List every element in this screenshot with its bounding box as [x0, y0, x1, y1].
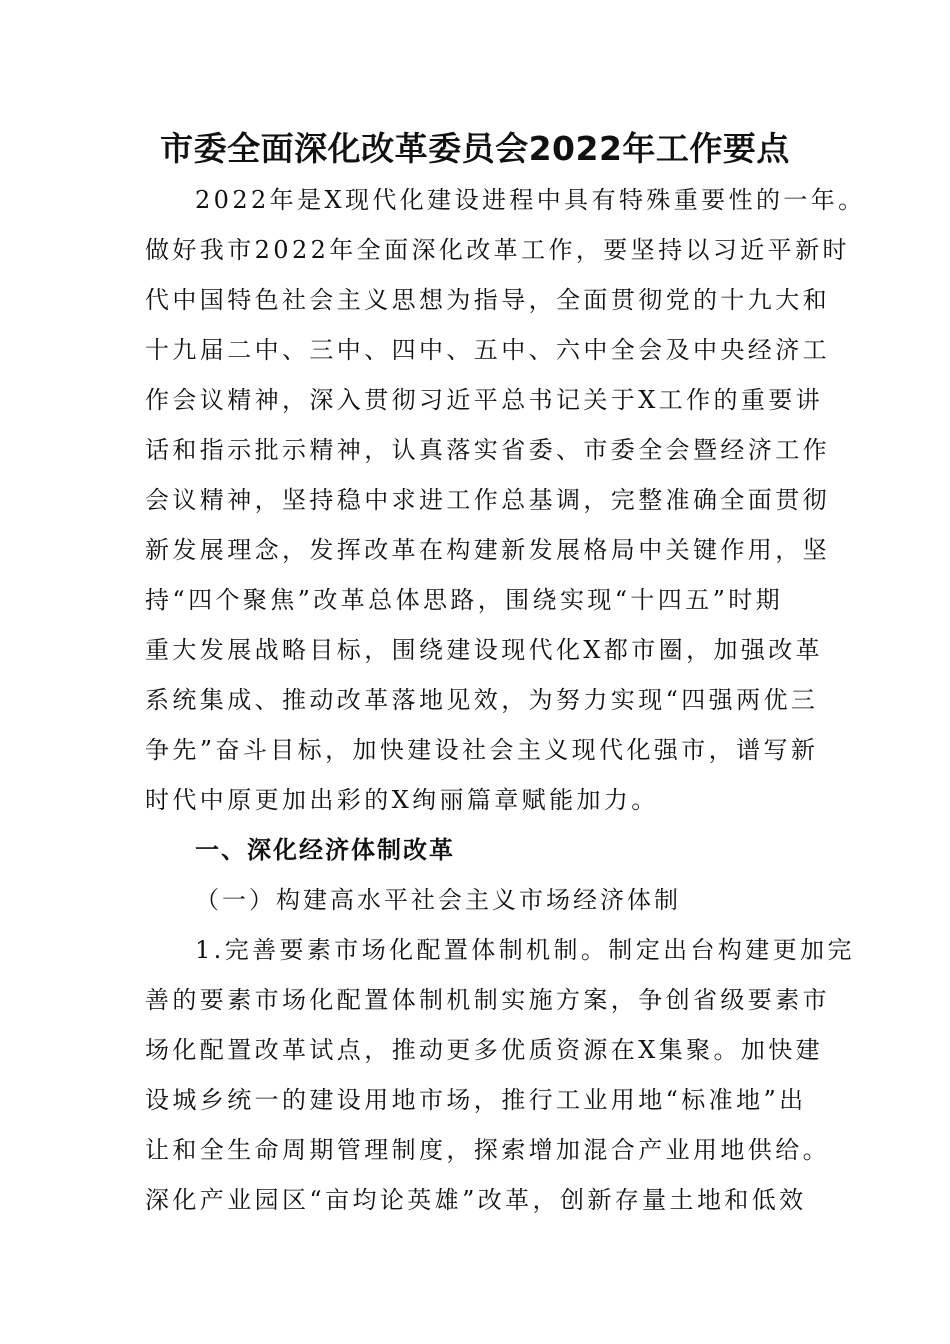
intro-line: 新发展理念，发挥改革在构建新发展格局中关键作用，坚	[145, 536, 830, 564]
subsection-heading: （一）构建高水平社会主义市场经济体制	[195, 886, 681, 914]
intro-line: 做好我市2022年全面深化改革工作，要坚持以习近平新时	[145, 236, 850, 264]
intro-line: 争先”奋斗目标，加快建设社会主义现代化强市，谱写新	[145, 736, 819, 764]
section-heading: 一、深化经济体制改革	[195, 836, 455, 864]
intro-line: 2022年是X现代化建设进程中具有特殊重要性的一年。	[195, 186, 866, 214]
item-line: 设城乡统一的建设用地市场，推行工业用地“标准地”出	[145, 1086, 807, 1114]
item-line: 1.完善要素市场化配置体制机制。制定出台构建更加完	[195, 936, 855, 964]
item-line: 善的要素市场化配置体制机制实施方案，争创省级要素市	[145, 986, 830, 1014]
item-line: 让和全生命周期管理制度，探索增加混合产业用地供给。	[145, 1136, 830, 1164]
item-line: 场化配置改革试点，推动更多优质资源在X集聚。加快建	[145, 1036, 824, 1064]
intro-line: 时代中原更加出彩的X绚丽篇章赋能加力。	[145, 786, 659, 814]
intro-line: 重大发展战略目标，围绕建设现代化X都市圈，加强改革	[145, 636, 824, 664]
document-title: 市委全面深化改革委员会2022年工作要点	[160, 129, 790, 168]
intro-line: 代中国特色社会主义思想为指导，全面贯彻党的十九大和	[145, 286, 830, 314]
intro-line: 会议精神，坚持稳中求进工作总基调，完整准确全面贯彻	[145, 486, 830, 514]
intro-line: 持“四个聚焦”改革总体思路，围绕实现“十四五”时期	[145, 586, 784, 614]
intro-line: 话和指示批示精神，认真落实省委、市委全会暨经济工作	[145, 436, 830, 464]
intro-line: 作会议精神，深入贯彻习近平总书记关于X工作的重要讲	[145, 386, 824, 414]
intro-line: 系统集成、推动改革落地见效，为努力实现“四强两优三	[145, 686, 819, 714]
item-line: 深化产业园区“亩均论英雄”改革，创新存量土地和低效	[145, 1186, 807, 1214]
intro-line: 十九届二中、三中、四中、五中、六中全会及中央经济工	[145, 336, 830, 364]
